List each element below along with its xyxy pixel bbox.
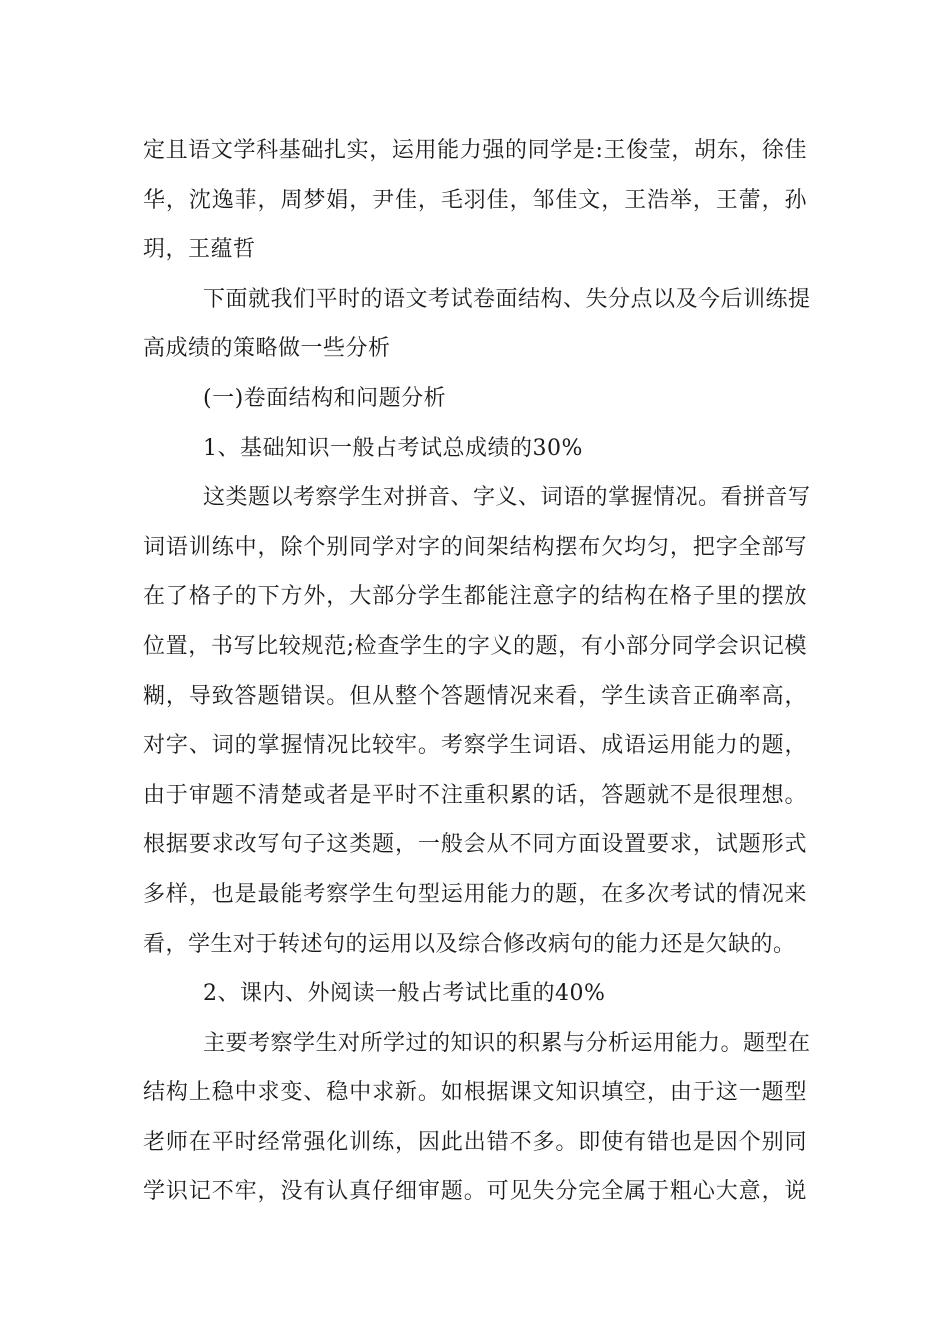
text-line: 定且语文学科基础扎实，运用能力强的同学是:王俊莹，胡东，徐佳 — [143, 138, 807, 163]
paragraph-first-line: 下面就我们平时的语文考试卷面结构、失分点以及今后训练提 — [203, 286, 811, 312]
text-line: 老师在平时经常强化训练，因此出错不多。即使有错也是因个别同 — [143, 1129, 807, 1155]
text-line: 位置，书写比较规范;检查学生的字义的题，有小部分同学会识记模 — [143, 633, 807, 659]
text-line: 词语训练中，除个别同学对字的间架结构摆布欠均匀，把字全部写 — [143, 534, 807, 560]
text-line: 学识记不牢，没有认真仔细审题。可见失分完全属于粗心大意，说 — [143, 1179, 807, 1205]
document-body — [143, 126, 811, 1217]
text-line: 结构上稳中求变、稳中求新。如根据课文知识填空，由于这一题型 — [143, 1080, 807, 1106]
subsection-heading: 1、基础知识一般占考试总成绩的30% — [203, 435, 583, 461]
text-line: 对字、词的掌握情况比较牢。考察学生词语、成语运用能力的题， — [143, 733, 807, 759]
text-line: 高成绩的策略做一些分析 — [143, 336, 391, 362]
subsection-heading: 2、课内、外阅读一般占考试比重的40% — [203, 981, 606, 1007]
paragraph-first-line: 主要考察学生对所学过的知识的积累与分析运用能力。题型在 — [203, 1030, 811, 1056]
text-line: 糊，导致答题错误。但从整个答题情况来看，学生读音正确率高， — [143, 683, 807, 709]
text-line: 华，沈逸菲，周梦娟，尹佳，毛羽佳，邹佳文，王浩举，王蕾，孙 — [143, 187, 807, 213]
text-line: 多样，也是最能考察学生句型运用能力的题，在多次考试的情况来 — [143, 881, 807, 907]
text-line: 由于审题不清楚或者是平时不注重积累的话，答题就不是很理想。 — [143, 782, 807, 808]
text-line: 根据要求改写句子这类题，一般会从不同方面设置要求，试题形式 — [143, 832, 807, 858]
paragraph-first-line: 这类题以考察学生对拼音、字义、词语的掌握情况。看拼音写 — [203, 485, 811, 511]
section-heading: (一)卷面结构和问题分析 — [203, 385, 447, 411]
text-line: 看，学生对于转述句的运用以及综合修改病句的能力还是欠缺的。 — [143, 931, 796, 957]
text-line: 玥，王蕴哲 — [143, 237, 256, 263]
text-line: 在了格子的下方外，大部分学生都能注意字的结构在格子里的摆放 — [143, 584, 807, 610]
